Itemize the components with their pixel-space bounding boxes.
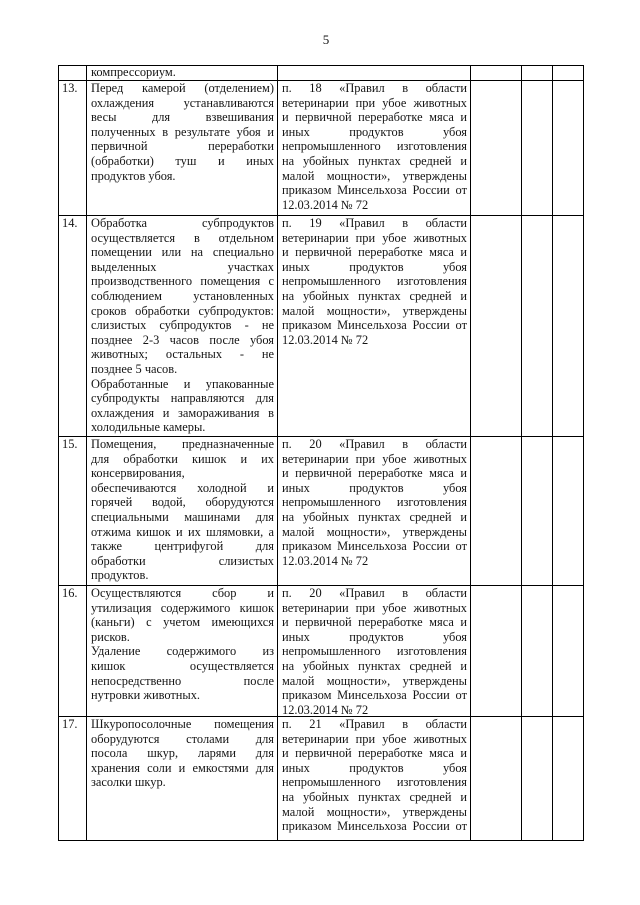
text-line: и первичной переработке мяса и [282, 466, 467, 481]
text-line: иных продуктов убоя [282, 760, 467, 775]
requirement-cell [87, 66, 278, 80]
text-line: охлаждения устанавливаются [91, 95, 274, 110]
text-line: весы для взвешивания [91, 110, 274, 125]
text-line: также центрифугой для [91, 539, 274, 554]
text-line: и первичной переработке мяса и [282, 746, 467, 761]
text-line: первичной переработки [91, 139, 274, 154]
table-row [59, 585, 584, 716]
page-number: 5 [322, 32, 330, 47]
row-number: 14. [59, 216, 87, 436]
text-line: ветеринарии при убое животных [282, 600, 467, 615]
row-number [59, 66, 87, 80]
text-line: кишок осуществляется [91, 658, 274, 673]
text-line: рисков. [91, 629, 130, 644]
text-line: малой мощности», утверждены [282, 168, 467, 183]
text-line: п. 20 «Правил в области [282, 586, 467, 600]
text-line: п. 21 «Правил в области [282, 717, 467, 731]
empty-cell [522, 216, 553, 436]
requirement-cell [87, 216, 278, 436]
text-line: Осуществляются сбор и [91, 586, 274, 600]
text-line: посола шкур, ларями для [91, 746, 274, 761]
text-line: производственного помещения с [91, 274, 274, 289]
text-line: и первичной переработке мяса и [282, 110, 467, 125]
text-line: Перед камерой (отделением) [91, 81, 274, 95]
row-number: 13. [59, 81, 87, 215]
empty-cell [553, 66, 584, 80]
text-line: животных; остальных - не [91, 347, 274, 362]
text-line: иных продуктов убоя [282, 480, 467, 495]
text-line: хранения соли и емкостями для [91, 760, 274, 775]
text-line: иных продуктов убоя [282, 124, 467, 139]
paragraph [91, 81, 274, 183]
text-line: на убойных пунктах средней и [282, 789, 467, 804]
text-line: холодильные камеры. [91, 420, 206, 435]
text-line: Обработка субпродуктов [91, 216, 274, 230]
text-line: осуществляется в отдельном [91, 230, 274, 245]
requirement-cell [87, 437, 278, 585]
text-line: оборудуются столами для [91, 731, 274, 746]
text-line: непромышленного изготовления [282, 274, 467, 289]
paragraph [91, 644, 274, 702]
text-line: п. 18 «Правил в области [282, 81, 467, 95]
text-line: обработки слизистых [91, 553, 274, 568]
text-line: малой мощности», утверждены [282, 673, 467, 688]
paragraph [91, 586, 274, 644]
text-line: 12.03.2014 № 72 [282, 197, 369, 212]
text-line: горячей водой, оборудуются [91, 495, 274, 510]
text-line: специальными машинами для [91, 509, 274, 524]
empty-cell [471, 216, 522, 436]
empty-cell [553, 717, 584, 840]
table-row [59, 80, 584, 215]
text-line: для обработки кишок и их [91, 451, 274, 466]
empty-cell [522, 717, 553, 840]
text-line: ветеринарии при убое животных [282, 731, 467, 746]
text-line: малой мощности», утверждены [282, 804, 467, 819]
text-line: на убойных пунктах средней и [282, 509, 467, 524]
empty-cell [553, 81, 584, 215]
text-line: обеспечиваются холодной и [91, 480, 274, 495]
row-number: 15. [59, 437, 87, 585]
paragraph [91, 66, 274, 79]
paragraph [282, 216, 467, 347]
text-line: иных продуктов убоя [282, 259, 467, 274]
reference-cell [278, 66, 471, 80]
paragraph [91, 216, 274, 377]
text-line: Обработанные и упакованные [91, 376, 274, 391]
text-line: 12.03.2014 № 72 [282, 553, 369, 568]
text-line: на убойных пунктах средней и [282, 153, 467, 168]
text-line: слизистых субпродуктов - не [91, 318, 274, 333]
empty-cell [522, 66, 553, 80]
text-line: приказом Минсельхоза России от [282, 688, 467, 703]
text-line: продуктов. [91, 568, 149, 583]
text-line: отжима кишок и их шлямовки, а [91, 524, 274, 539]
text-line: иных продуктов убоя [282, 629, 467, 644]
text-line: непромышленного изготовления [282, 775, 467, 790]
requirement-cell [87, 81, 278, 215]
row-number: 16. [59, 586, 87, 716]
empty-cell [522, 81, 553, 215]
text-line: полученных в результате убоя и [91, 124, 274, 139]
text-line: непромышленного изготовления [282, 495, 467, 510]
text-line: и первичной переработке мяса и [282, 615, 467, 630]
paragraph [282, 81, 467, 212]
text-line: приказом Минсельхоза России от [282, 539, 467, 554]
text-line: п. 19 «Правил в области [282, 216, 467, 230]
reference-cell [278, 81, 471, 215]
text-line: ветеринарии при убое животных [282, 95, 467, 110]
text-line: ветеринарии при убое животных [282, 451, 467, 466]
reference-cell [278, 586, 471, 716]
paragraph [282, 437, 467, 568]
table-row [59, 215, 584, 436]
paragraph [91, 377, 274, 435]
text-line: продуктов убоя. [91, 168, 176, 183]
text-line: 12.03.2014 № 72 [282, 702, 369, 717]
text-line: охлаждения и замораживания в [91, 405, 274, 420]
text-line: непромышленного изготовления [282, 139, 467, 154]
reference-cell [278, 216, 471, 436]
text-line: сроков обработки субпродуктов: [91, 303, 274, 318]
empty-cell [471, 586, 522, 716]
empty-cell [553, 437, 584, 585]
text-line: 12.03.2014 № 72 [282, 332, 369, 347]
text-line: утилизация содержимого кишок [91, 600, 274, 615]
empty-cell [522, 437, 553, 585]
empty-cell [471, 437, 522, 585]
text-line: субпродукты направляются для [91, 391, 274, 406]
paragraph [91, 717, 274, 790]
text-line: консервирования, [91, 466, 185, 481]
empty-cell [471, 66, 522, 80]
empty-cell [553, 216, 584, 436]
paragraph [282, 717, 467, 834]
table-row [59, 716, 584, 840]
text-line: п. 20 «Правил в области [282, 437, 467, 451]
text-line: приказом Минсельхоза России от [282, 183, 467, 198]
text-line: на убойных пунктах средней и [282, 288, 467, 303]
text-line: малой мощности», утверждены [282, 303, 467, 318]
text-line: помещении или на специально [91, 245, 274, 260]
text-line: позднее 5 часов. [91, 361, 178, 376]
text-line: и первичной переработке мяса и [282, 245, 467, 260]
text-line: Помещения, предназначенные [91, 437, 274, 451]
empty-cell [522, 586, 553, 716]
paragraph [91, 481, 274, 583]
empty-cell [471, 717, 522, 840]
requirement-cell [87, 586, 278, 716]
text-line: малой мощности», утверждены [282, 524, 467, 539]
text-line: (обработки) туш и иных [91, 153, 274, 168]
text-line: на убойных пунктах средней и [282, 658, 467, 673]
text-line: компрессориум. [91, 65, 176, 79]
text-line: Шкуропосолочные помещения [91, 717, 274, 731]
reference-cell [278, 717, 471, 840]
text-line: засолки шкур. [91, 775, 166, 790]
text-line: приказом Минсельхоза России от [282, 318, 467, 333]
table-row [59, 65, 584, 80]
row-number: 17. [59, 717, 87, 840]
reference-cell [278, 437, 471, 585]
requirement-cell [87, 717, 278, 840]
text-line: нутровки животных. [91, 688, 201, 703]
empty-cell [471, 81, 522, 215]
text-line: выделенных участках [91, 259, 274, 274]
text-line: Удаление содержимого из [91, 644, 274, 659]
paragraph [91, 437, 274, 481]
text-line: приказом Минсельхоза России от [282, 819, 467, 834]
text-line: непромышленного изготовления [282, 644, 467, 659]
text-line: позднее 2-3 часов после убоя [91, 332, 274, 347]
text-line: соблюдением установленных [91, 288, 274, 303]
table-row [59, 436, 584, 585]
text-line: непосредственно после [91, 673, 274, 688]
requirements-table [58, 65, 584, 841]
text-line: ветеринарии при убое животных [282, 230, 467, 245]
empty-cell [553, 586, 584, 716]
text-line: (каньги) с учетом имеющихся [91, 615, 274, 630]
paragraph [282, 586, 467, 717]
